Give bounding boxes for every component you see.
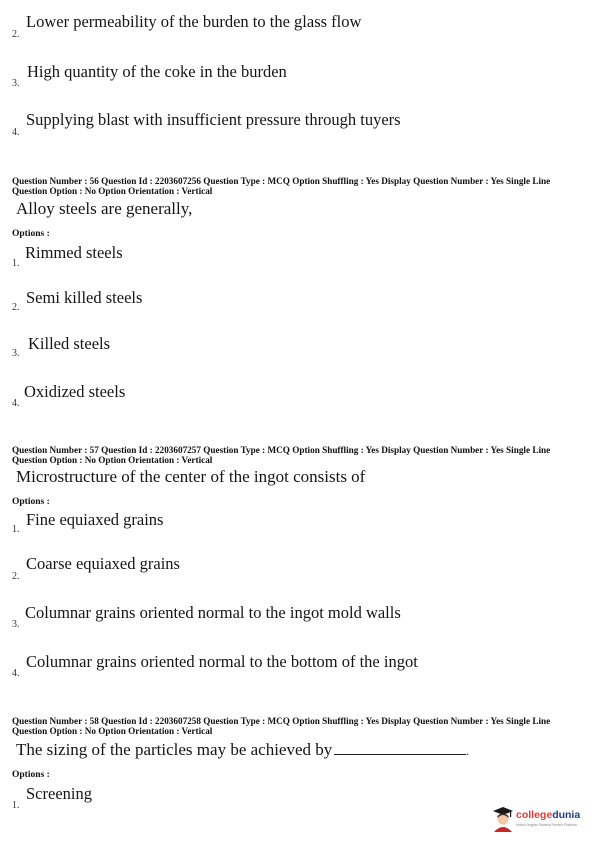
option-number: 1. [12,524,20,535]
options-label: Options : [12,770,50,780]
option-number: 3. [12,619,20,630]
question-text: Microstructure of the center of the ingot consists of [16,467,366,486]
question-end: . [466,744,470,758]
question-text-line [16,740,469,760]
options-label: Options : [12,497,50,507]
logo-wordmark [516,809,580,821]
option-number: 1. [12,258,20,269]
option-text: Supplying blast with insufficient pressure through tuyers [26,110,401,129]
option-number: 4. [12,398,20,409]
option-text: Screening [26,784,92,803]
option-text: Killed steels [28,334,111,353]
logo-name-suffix: dunia [552,809,581,821]
logo-name-prefix: college [516,809,553,821]
option-number: 3. [12,78,20,89]
options-label: Options : [12,229,50,239]
option-text: Columnar grains oriented normal to the bottom of the ingot [26,652,418,671]
option-number: 4. [12,668,20,679]
question-meta: Question Number : 58 Question Id : 2203607258 Question Type : MCQ Option Shuffling : Yes Display Question Number : Yes Single Line Question Option : No Option Orientation : Vertical [12,716,551,736]
option-text: Coarse equiaxed grains [26,554,180,573]
option-text: Semi killed steels [26,288,143,307]
option-text: Oxidized steels [24,382,126,401]
option-text: High quantity of the coke in the burden [27,62,287,81]
collegedunia-logo [492,804,592,836]
logo-tagline: India's largest Student Review Platform [516,823,577,827]
option-number: 3. [12,348,20,359]
option-text: Rimmed steels [25,243,123,262]
question-meta: Question Number : 56 Question Id : 2203607256 Question Type : MCQ Option Shuffling : Yes Display Question Number : Yes Single Line Question Option : No Option Orientation : Vertical [12,176,551,196]
option-number: 4. [12,127,20,138]
option-text: Columnar grains oriented normal to the ingot mold walls [25,603,401,622]
option-text: Fine equiaxed grains [26,510,164,529]
question-text: Alloy steels are generally, [16,199,193,218]
option-number: 2. [12,571,20,582]
option-number: 1. [12,800,20,811]
question-text: The sizing of the particles may be achieved by [16,740,333,759]
answer-blank [334,753,466,755]
question-meta: Question Number : 57 Question Id : 2203607257 Question Type : MCQ Option Shuffling : Yes Display Question Number : Yes Single Line Question Option : No Option Orientation : Vertical [12,445,551,465]
option-number: 2. [12,302,20,313]
option-number: 2. [12,29,20,40]
option-text: Lower permeability of the burden to the glass flow [26,12,362,31]
graduate-avatar-icon [492,806,514,832]
